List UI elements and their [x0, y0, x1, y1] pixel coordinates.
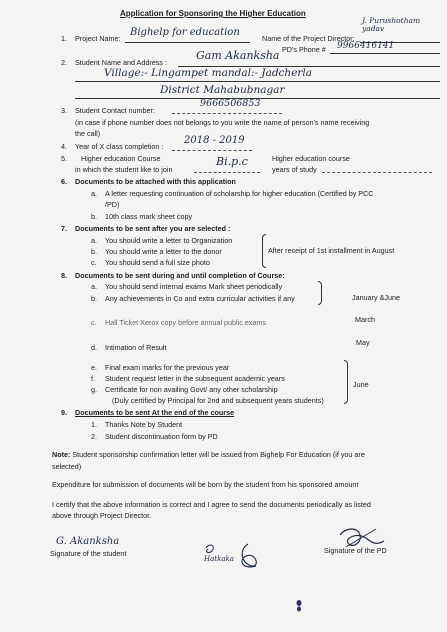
dur-ab-when: January &June	[352, 293, 400, 302]
project-director-value: J. Purushotham yadav	[362, 16, 421, 33]
expenditure-note: Expenditure for submission of documents will be born by the student from his sponsored amount	[52, 480, 359, 489]
item-number-1: 1.	[61, 34, 67, 43]
attach-b: 10th class mark sheet copy	[105, 212, 193, 221]
project-name-value: Bighelp for education	[130, 27, 240, 38]
sel-c: You should send a full size photo	[105, 258, 210, 267]
item-number-6: 6.	[61, 177, 67, 186]
attach-b-mark: b.	[91, 212, 97, 221]
dur-a: You should send internal exams Mark sheet periodically	[105, 282, 283, 291]
dur-a-mark: a.	[91, 282, 97, 291]
hec-years-line	[322, 172, 432, 173]
dur-c-when: March	[355, 315, 375, 324]
attach-a-line-1: A letter requesting continuation of scholarship for higher education (Certified by PCC	[105, 189, 374, 198]
dur-d-mark: d.	[91, 343, 97, 352]
middle-signature-handwritten: Hatkaka	[204, 555, 234, 563]
dur-g-mark: g.	[91, 385, 97, 394]
dur-c-mark: c.	[91, 318, 97, 327]
end-1: Thanks Note by Student	[105, 420, 183, 429]
address-line-1-rule	[75, 81, 440, 82]
guardian-signature-mark	[198, 536, 268, 572]
certify-line-2: above through Project Director.	[52, 511, 152, 520]
dur-d-when: May	[356, 338, 370, 347]
dur-f: Student request letter in the subsequent academic years	[105, 374, 285, 383]
selected-brace	[262, 234, 266, 268]
selected-heading: Documents to be sent after you are selected :	[75, 224, 231, 233]
attach-a-line-2: /PD)	[105, 200, 120, 209]
end-1-mark: 1.	[91, 420, 97, 429]
address-line-1: Village:- Lingampet mandal:- Jadcherla	[104, 67, 313, 79]
sel-a: You should write a letter to Organization	[105, 236, 233, 245]
ink-blot-mark	[294, 598, 304, 614]
student-name-label: Student Name and Address :	[75, 58, 167, 67]
dur-b-mark: b.	[91, 294, 97, 303]
hec-label-2: in which the student like to join	[75, 165, 173, 174]
form-title: Application for Sponsoring the Higher Education	[120, 9, 306, 18]
sel-b: You should write a letter to the donor	[105, 247, 222, 256]
dur-d: Intimation of Result	[105, 343, 167, 352]
during-efg-brace	[344, 360, 348, 404]
dur-c: Hall Ticket Xerox copy before annual public exams	[105, 318, 267, 327]
during-heading: Documents to be sent during and until completion of Course:	[75, 271, 285, 280]
contact-label: Student Contact number:	[75, 106, 155, 115]
contact-value: 9666506853	[200, 98, 261, 109]
year-label: Year of X class completion :	[75, 142, 164, 151]
student-signature-label: Signature of the student	[50, 549, 127, 558]
item-number-9: 9.	[61, 408, 67, 417]
item-number-7: 7.	[61, 224, 67, 233]
project-director-label: Name of the Project Director:	[262, 34, 355, 43]
end-2-mark: 2.	[91, 432, 97, 441]
item-number-2: 2.	[61, 58, 67, 67]
note-label: Note:	[52, 450, 71, 459]
project-name-label: Project Name:	[75, 34, 121, 43]
project-name-line	[125, 42, 250, 43]
attach-a-mark: a.	[91, 189, 97, 198]
pd-signature-label: Signature of the PD	[324, 546, 387, 555]
year-line	[172, 150, 252, 151]
hec-right-2: years of study	[272, 165, 317, 174]
dur-g-line-2: (Duly certified by Principal for 2nd and subsequent years students)	[112, 396, 324, 405]
note-line-2: selected)	[52, 462, 82, 471]
pd-phone-label: PD's Phone #	[282, 45, 326, 54]
end-heading: Documents to be sent At the end of the course	[75, 408, 235, 417]
contact-note-2: the call)	[75, 129, 101, 138]
item-number-8: 8.	[61, 271, 67, 280]
sel-c-mark: c.	[91, 258, 97, 267]
sel-a-mark: a.	[91, 236, 97, 245]
hec-value: Bi.p.c	[216, 155, 248, 168]
during-ab-brace	[318, 281, 322, 305]
pd-phone-line	[330, 53, 440, 54]
certify-line-1: I certify that the above information is correct and I agree to send the documents periodically as listed	[52, 500, 371, 509]
dur-f-mark: f.	[91, 374, 95, 383]
note-line-1	[52, 450, 365, 459]
address-line-2: District Mahabubnagar	[160, 84, 285, 96]
contact-line	[172, 113, 282, 114]
dur-g-line-1: Certificate for non availing Govt/ any other scholarship	[105, 385, 278, 394]
year-value: 2018 - 2019	[184, 135, 245, 146]
dur-efg-when: June	[353, 380, 369, 389]
note-text: Student sponsorship confirmation letter will be issued from Bighelp For Education (if you are	[72, 450, 365, 459]
sel-b-mark: b.	[91, 247, 97, 256]
item-number-3: 3.	[61, 106, 67, 115]
hec-line	[194, 172, 260, 173]
pd-phone-value: 9966416141	[337, 41, 395, 51]
item-number-5: 5.	[61, 154, 67, 163]
contact-note-1: (in case if phone number does not belongs to you write the name of person's name receiving	[75, 118, 370, 127]
student-signature-handwritten: G. Akanksha	[56, 536, 120, 547]
dur-b: Any achievements in Co and extra curricular activities if any	[105, 294, 295, 303]
student-name-value: Gam Akanksha	[196, 49, 280, 62]
attach-heading: Documents to be attached with this application	[75, 177, 236, 186]
end-2: Student discontinuation form by PD	[105, 432, 218, 441]
item-number-4: 4.	[61, 142, 67, 151]
dur-e-mark: e.	[91, 363, 97, 372]
dur-e: Final exam marks for the previous year	[105, 363, 230, 372]
selected-note: After receipt of 1st installment in August	[268, 246, 395, 255]
hec-right-1: Higher education course	[272, 154, 350, 163]
hec-label-1: Higher education Course	[81, 154, 161, 163]
